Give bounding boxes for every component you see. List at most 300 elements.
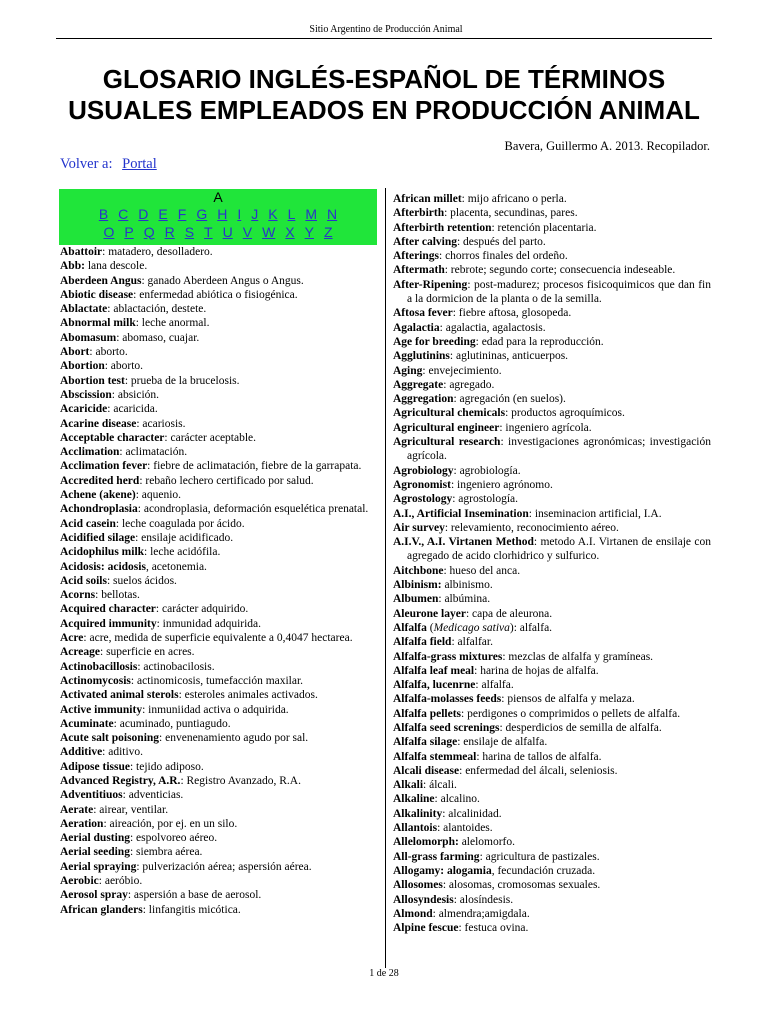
entry-term: Alfalfa field [393, 636, 452, 649]
entry-definition: : almendra;amigdala. [432, 907, 530, 920]
entry-definition: : aeróbio. [98, 875, 143, 888]
letter-link-s[interactable]: S [184, 223, 195, 240]
page-number: 1 de 28 [369, 968, 399, 979]
glossary-entry [60, 831, 378, 845]
entry-definition: ( [426, 621, 434, 634]
entry-definition: : agregado. [443, 378, 495, 391]
entry-definition: : retención placentaria. [491, 221, 597, 234]
entry-definition: : chorros finales del ordeño. [439, 250, 568, 263]
entry-definition: : airear, ventilar. [93, 803, 169, 816]
glossary-entry [393, 421, 711, 435]
entry-definition: : aclimatación. [119, 446, 188, 459]
entry-term: Adipose tissue [60, 760, 130, 773]
entry-definition: : espolvoreo aéreo. [129, 832, 218, 845]
back-label: Volver a: [60, 156, 113, 172]
entry-term: Aerial dusting [60, 832, 130, 845]
entry-definition: : alantoides. [437, 822, 493, 835]
glossary-entry [393, 864, 711, 878]
glossary-entry [393, 321, 711, 335]
entry-term: Acidosis: acidosis [60, 560, 146, 573]
entry-definition: : rebaño lechero certificado por salud. [139, 474, 314, 487]
glossary-entry [60, 259, 378, 273]
glossary-entry [60, 417, 378, 431]
entry-definition: : agalactia, agalactosis. [439, 321, 546, 334]
entry-term: Actinobacillosis [60, 660, 138, 673]
glossary-entry [393, 678, 711, 692]
glossary-entry [393, 578, 711, 592]
glossary-entry [60, 574, 378, 588]
letter-link-y[interactable]: Y [304, 223, 314, 240]
entry-term: Abnormal milk [60, 317, 136, 330]
entry-definition: : alcalinidad. [442, 807, 502, 820]
entry-definition: albinismo. [441, 579, 493, 592]
entry-term: Acidophilus milk [60, 546, 145, 559]
glossary-entry [60, 459, 378, 473]
entry-definition: : perdigones o comprimidos o pellets de alfalfa. [461, 707, 681, 720]
glossary-entry [393, 835, 711, 849]
entry-definition: : superficie en acres. [100, 646, 195, 659]
letter-link-r[interactable]: R [164, 223, 175, 240]
entry-definition: , acetonemia. [145, 560, 207, 573]
entry-definition: ): alfalfa. [509, 621, 553, 634]
alphabet-row-2 [59, 224, 377, 242]
entry-term: Alfalfa seed screnings [393, 721, 500, 734]
entry-definition: : aditivo. [102, 746, 144, 759]
entry-definition: : aborto. [104, 360, 144, 373]
entry-term: Allelomorph: [393, 836, 459, 849]
entry-term: Almond [393, 907, 433, 920]
letter-link-c[interactable]: C [118, 206, 129, 222]
entry-term: A.I., Artificial Insemination [393, 507, 529, 520]
glossary-entry [60, 345, 378, 359]
entry-definition: : adventicias. [122, 789, 184, 802]
entry-definition: : después del parto. [456, 235, 546, 248]
entry-term: Agricultural chemicals [393, 407, 506, 420]
glossary-entry [393, 692, 711, 706]
entry-term: Allogamy: alogamia [393, 864, 492, 877]
entry-term: Acorns [60, 589, 96, 602]
entry-term: Adventitiuos [60, 789, 123, 802]
entry-definition: : festuca ovina. [458, 922, 529, 935]
entry-definition: : enfermedad del álcali, seleniosis. [459, 764, 618, 777]
entry-definition: : envejecimiento. [422, 364, 502, 377]
entry-definition: : inseminacion artificial, I.A. [528, 507, 662, 520]
title-line-1: GLOSARIO INGLÉS-ESPAÑOL DE TÉRMINOS [102, 64, 666, 94]
glossary-entry [393, 192, 711, 206]
glossary-entry [393, 807, 711, 821]
letter-link-k[interactable]: K [268, 206, 278, 222]
entry-term: A.I.V., A.I. Virtanen Method [393, 536, 534, 549]
glossary-entry [393, 921, 711, 935]
entry-definition: : acaricida. [107, 403, 158, 416]
glossary-entry [393, 235, 711, 249]
glossary-entry [60, 617, 378, 631]
entry-term: Abiotic disease [60, 288, 134, 301]
entry-term: Acaricide [60, 403, 108, 416]
glossary-entry [393, 792, 711, 806]
entry-term: Agronomist [393, 478, 451, 491]
entry-definition: : alosíndesis. [453, 893, 514, 906]
glossary-entry [60, 245, 378, 259]
letter-link-m[interactable]: M [305, 206, 318, 222]
entry-definition: : pulverización aérea; aspersión aérea. [136, 860, 312, 873]
glossary-entry [393, 535, 711, 564]
glossary-entry [60, 388, 378, 402]
entry-term: Achene (akene) [60, 489, 136, 502]
entry-definition: : inmunidad adquirida. [156, 617, 262, 630]
portal-link[interactable]: Portal [122, 156, 157, 172]
entry-definition: : relevamiento, reconocimiento aéreo. [444, 521, 619, 534]
glossary-entry [60, 674, 378, 688]
glossary-entry [60, 760, 378, 774]
entry-term: Albumen [393, 593, 439, 606]
letter-link-g[interactable]: G [196, 206, 208, 222]
entry-definition: : ingeniero agrónomo. [450, 478, 553, 491]
glossary-entry [60, 903, 378, 917]
letter-link-d[interactable]: D [138, 206, 149, 222]
glossary-entry [393, 621, 711, 635]
entry-term: Actinomycosis [60, 674, 131, 687]
entry-term: Aerial seeding [60, 846, 130, 859]
letter-link-v[interactable]: V [242, 223, 253, 240]
glossary-entry [393, 378, 711, 392]
entry-term: Aggregation [393, 393, 454, 406]
entry-definition: : tejido adiposo. [129, 760, 204, 773]
entry-definition: alelomorfo. [458, 836, 516, 849]
entry-term: Aftermath [393, 264, 445, 277]
glossary-entry [393, 664, 711, 678]
entry-term: Age for breeding [393, 335, 476, 348]
entry-term: Afterbirth [393, 207, 445, 220]
entry-definition: : siembra aérea. [129, 846, 203, 859]
glossary-entry [60, 602, 378, 616]
letter-link-n[interactable]: N [327, 206, 338, 222]
glossary-entry [60, 745, 378, 759]
letter-link-h[interactable]: H [217, 206, 228, 222]
entry-definition: : leche coagulada por ácido. [115, 517, 245, 530]
entry-term: Alkalinity [393, 807, 443, 820]
entry-definition: : harina de hojas de alfalfa. [474, 664, 599, 677]
glossary-column-right [393, 192, 711, 935]
glossary-entry [393, 263, 711, 277]
entry-term: Advanced Registry, A.R. [60, 774, 181, 787]
entry-term: Acuminate [60, 717, 114, 730]
entry-definition: : ensilaje acidificado. [135, 531, 234, 544]
entry-definition: : hueso del anca. [443, 564, 521, 577]
entry-term: Abortion test [60, 374, 125, 387]
entry-term: Alkaline [393, 793, 435, 806]
entry-definition: : rebrote; segundo corte; consecuencia indeseable. [444, 264, 676, 277]
entry-definition: : agricultura de pastizales. [479, 850, 600, 863]
glossary-entry [393, 492, 711, 506]
entry-term: Alpine fescue [393, 922, 459, 935]
entry-term: Alfalfa stemmeal [393, 750, 477, 763]
entry-definition: , fecundación cruzada. [491, 864, 596, 877]
entry-term: Alcali disease [393, 764, 460, 777]
entry-definition: : desperdicios de semilla de alfalfa. [499, 721, 662, 734]
glossary-entry [60, 803, 378, 817]
entry-definition: : prueba de la brucelosis. [124, 374, 240, 387]
entry-definition: : Registro Avanzado, R.A. [180, 774, 301, 787]
letter-link-u[interactable]: U [222, 223, 233, 240]
entry-definition: : absición. [111, 388, 160, 401]
entry-term: Acarine disease [60, 417, 137, 430]
glossary-entry [393, 464, 711, 478]
entry-term: Alkali [393, 779, 424, 792]
glossary-entry [60, 302, 378, 316]
entry-term: Alfalfa, lucenrne [393, 679, 476, 692]
letter-link-b[interactable]: B [98, 206, 109, 222]
entry-definition: : leche anormal. [135, 317, 210, 330]
letter-link-e[interactable]: E [158, 206, 168, 222]
entry-term: Acquired character [60, 603, 156, 616]
entry-definition: : agrobiología. [453, 464, 521, 477]
glossary-entry [393, 821, 711, 835]
letter-link-q[interactable]: Q [143, 223, 155, 240]
glossary-entry [60, 688, 378, 702]
entry-term: African millet [393, 193, 462, 205]
letter-link-z[interactable]: Z [323, 223, 333, 240]
entry-definition: : inmuniidad activa o adquirida. [142, 703, 289, 716]
letter-link-t[interactable]: T [204, 223, 213, 240]
glossary-entry [393, 721, 711, 735]
entry-term: Abb: [60, 260, 85, 273]
entry-term: Activated animal sterols [60, 689, 179, 702]
letter-link-f[interactable]: F [177, 206, 187, 222]
entry-term: Alfalfa pellets [393, 707, 462, 720]
glossary-entry [60, 545, 378, 559]
entry-definition: : matadero, desolladero. [102, 246, 213, 258]
glossary-entry [60, 560, 378, 574]
entry-term: Aerobic [60, 875, 99, 888]
entry-definition: : alosomas, cromosomas sexuales. [442, 879, 601, 892]
entry-definition: : edad para la reproducción. [475, 335, 604, 348]
letter-link-i[interactable]: I [237, 206, 242, 222]
entry-definition: : capa de aleurona. [465, 607, 553, 620]
entry-term: Acute salt poisoning [60, 732, 160, 745]
glossary-entry [60, 402, 378, 416]
glossary-entry [60, 631, 378, 645]
entry-definition: : ganado Aberdeen Angus o Angus. [141, 274, 304, 287]
entry-definition: : fiebre aftosa, glosopeda. [452, 307, 572, 320]
page-header: Sitio Argentino de Producción Animal [309, 24, 463, 35]
entry-definition: : aglutininas, anticuerpos. [449, 350, 569, 363]
title-line-2: USUALES EMPLEADOS EN PRODUCCIÓN ANIMAL [68, 95, 700, 125]
author-credit: Bavera, Guillermo A. 2013. Recopilador. [504, 139, 710, 153]
entry-term: Abscission [60, 388, 112, 401]
glossary-entry [393, 435, 711, 464]
entry-definition: : aquenio. [135, 489, 182, 502]
entry-term: Afterings [393, 250, 439, 263]
entry-definition: : carácter adquirido. [155, 603, 249, 616]
entry-term: Accredited herd [60, 474, 140, 487]
letter-link-j[interactable]: J [251, 206, 259, 222]
entry-term: Ablactate [60, 303, 108, 316]
entry-term: Agricultural engineer [393, 421, 500, 434]
entry-definition: : alfalfa. [475, 679, 514, 692]
entry-term: All-grass farming [393, 850, 480, 863]
entry-definition: : esteroles animales activados. [178, 689, 318, 702]
glossary-entry [393, 650, 711, 664]
entry-definition: : productos agroquímicos. [505, 407, 625, 420]
glossary-entry [393, 335, 711, 349]
entry-definition: : ingeniero agrícola. [499, 421, 592, 434]
entry-term: Alfalfa [393, 621, 427, 634]
glossary-entry [60, 445, 378, 459]
glossary-entry [60, 431, 378, 445]
entry-term: Acclimation fever [60, 460, 148, 473]
letter-link-l[interactable]: L [287, 206, 296, 222]
entry-scientific-name: Medicago sativa [433, 621, 510, 634]
entry-definition: : aireación, por ej. en un silo. [103, 817, 238, 830]
entry-definition: : metodo A.I. Virtanen de ensilaje con agregado de acido clorhidrico y sulfurico. [407, 536, 712, 563]
glossary-entry [60, 845, 378, 859]
glossary-entry [60, 860, 378, 874]
glossary-entry [60, 316, 378, 330]
entry-term: Acreage [60, 646, 101, 659]
entry-definition: : acre, medida de superficie equivalente a 0,4047 hectarea. [83, 632, 353, 645]
entry-term: Alfalfa leaf meal [393, 664, 475, 677]
entry-definition: : aborto. [89, 346, 128, 359]
glossary-entry [393, 907, 711, 921]
entry-term: Acclimation [60, 446, 120, 459]
glossary-entry [60, 531, 378, 545]
entry-term: Abattoir [60, 246, 103, 258]
entry-term: Achondroplasia [60, 503, 138, 516]
entry-definition: : ablactación, destete. [107, 303, 207, 316]
entry-definition: : agrostología. [452, 493, 518, 506]
glossary-column-left [60, 245, 378, 917]
entry-definition: : álcali. [423, 779, 457, 792]
entry-definition: : actinobacilosis. [137, 660, 215, 673]
glossary-entry [60, 888, 378, 902]
entry-term: Agglutinins [393, 350, 450, 363]
entry-definition: : albúmina. [438, 593, 491, 606]
entry-term: Aftosa fever [393, 307, 453, 320]
entry-term: Agrostology [393, 493, 453, 506]
entry-definition: : aspersión a base de aerosol. [127, 889, 262, 902]
entry-term: Albinism: [393, 579, 442, 592]
letter-link-p[interactable]: P [124, 223, 134, 240]
entry-term: After-Ripening [393, 278, 468, 291]
entry-term: Air survey [393, 521, 445, 534]
entry-definition: : bellotas. [95, 589, 140, 602]
entry-definition: : post-madurez; procesos fisicoquimicos que dan fin a la dormicion de la planta o de la semilla. [407, 278, 711, 306]
entry-term: Alfalfa silage [393, 736, 458, 749]
entry-term: Agricultural research [393, 436, 501, 449]
glossary-entry [393, 707, 711, 721]
glossary-entry [60, 331, 378, 345]
entry-term: Agrobiology [393, 464, 454, 477]
entry-definition: : ensilaje de alfalfa. [457, 736, 548, 749]
glossary-entry [60, 774, 378, 788]
entry-definition: : agregación (en suelos). [453, 393, 566, 406]
entry-term: Aberdeen Angus [60, 274, 142, 287]
glossary-entry [393, 406, 711, 420]
glossary-entry [393, 206, 711, 220]
column-divider [385, 188, 386, 968]
glossary-entry [60, 717, 378, 731]
entry-definition: : actinomicosis, tumefacción maxilar. [130, 674, 304, 687]
glossary-entry [393, 507, 711, 521]
entry-definition: : acariosis. [136, 417, 186, 430]
glossary-entry [393, 735, 711, 749]
glossary-entry [60, 374, 378, 388]
entry-definition: : placenta, secundinas, pares. [444, 207, 578, 220]
entry-definition: : piensos de alfalfa y melaza. [501, 693, 635, 706]
entry-term: Aging [393, 364, 423, 377]
entry-definition: : mezclas de alfalfa y gramíneas. [502, 650, 654, 663]
entry-definition: lana descole. [84, 260, 148, 273]
glossary-entry [60, 474, 378, 488]
glossary-entry [393, 764, 711, 778]
document-title [56, 64, 712, 126]
glossary-entry [393, 364, 711, 378]
glossary-entry [60, 731, 378, 745]
entry-term: Allosyndesis [393, 893, 454, 906]
entry-term: Aggregate [393, 378, 444, 391]
glossary-entry [60, 588, 378, 602]
entry-definition: : alfalfar. [451, 636, 493, 649]
glossary-entry [393, 221, 711, 235]
entry-definition: : acondroplasia, deformación esquelética prenatal. [137, 503, 369, 516]
entry-term: Alfalfa-grass mixtures [393, 650, 503, 663]
entry-definition: : enfermedad abiótica o fisiogénica. [133, 288, 298, 301]
glossary-entry [60, 817, 378, 831]
glossary-entry [393, 878, 711, 892]
entry-term: Agalactia [393, 321, 440, 334]
letter-link-w[interactable]: W [262, 223, 276, 240]
glossary-entry [60, 645, 378, 659]
entry-term: Abortion [60, 360, 105, 373]
entry-term: Abort [60, 346, 90, 359]
glossary-entry [393, 592, 711, 606]
entry-definition: : fiebre de aclimatación, fiebre de la garrapata. [147, 460, 362, 473]
glossary-entry [60, 359, 378, 373]
entry-definition: : harina de tallos de alfalfa. [476, 750, 602, 763]
entry-term: Acre [60, 632, 84, 645]
entry-definition: : leche acidófila. [144, 546, 221, 559]
glossary-entry [393, 607, 711, 621]
entry-term: Afterbirth retention [393, 221, 492, 234]
glossary-entry [393, 349, 711, 363]
glossary-entry [393, 392, 711, 406]
letter-link-o[interactable]: O [103, 223, 115, 240]
entry-term: African glanders [60, 903, 143, 916]
entry-term: Aerate [60, 803, 94, 816]
header-rule [56, 38, 712, 39]
entry-definition: : investigaciones agronómicas; investigación agrícola. [407, 436, 711, 463]
glossary-entry [393, 635, 711, 649]
entry-definition: : envenenamiento agudo por sal. [159, 732, 309, 745]
glossary-entry [393, 564, 711, 578]
letter-link-x[interactable]: X [285, 223, 295, 240]
entry-definition: : suelos ácidos. [106, 574, 177, 587]
entry-term: Active immunity [60, 703, 143, 716]
glossary-entry [60, 517, 378, 531]
back-nav [60, 156, 157, 173]
entry-term: Abomasum [60, 331, 117, 344]
entry-definition: : abomaso, cuajar. [116, 331, 200, 344]
glossary-entry [393, 278, 711, 307]
entry-term: Allantois [393, 822, 438, 835]
entry-term: Aerial spraying [60, 860, 137, 873]
entry-definition: : acuminado, puntiagudo. [113, 717, 231, 730]
entry-term: Aleurone layer [393, 607, 466, 620]
entry-term: After calving [393, 235, 457, 248]
entry-term: Acquired immunity [60, 617, 157, 630]
entry-term: Aerosol spray [60, 889, 128, 902]
